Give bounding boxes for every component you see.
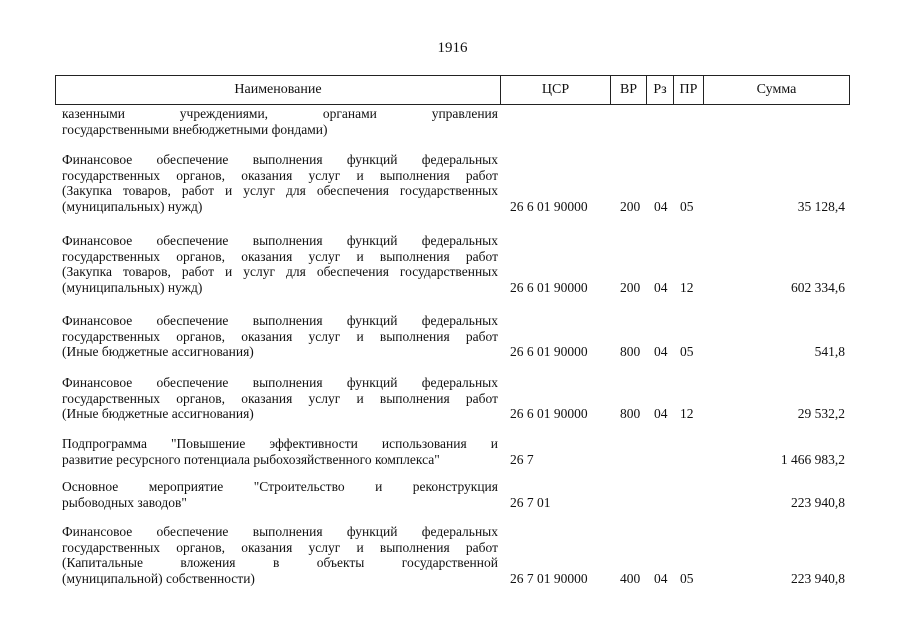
row-name-line: (Иные бюджетные ассигнования) xyxy=(62,344,254,360)
table-row xyxy=(0,152,905,214)
row-name xyxy=(62,479,498,510)
row-name xyxy=(62,233,498,295)
table-row xyxy=(0,233,905,295)
row-csr: 26 7 xyxy=(510,451,534,467)
header-sum: Сумма xyxy=(703,76,850,104)
row-name-line: государственных органов, оказания услуг и выполнения работ xyxy=(62,539,498,555)
row-csr: 26 6 01 90000 xyxy=(510,198,588,214)
row-pr: 05 xyxy=(680,570,694,586)
row-name xyxy=(62,313,498,360)
row-pr: 12 xyxy=(680,279,694,295)
header-csr: ЦСР xyxy=(500,76,610,104)
header-name: Наименование xyxy=(55,76,500,104)
row-csr: 26 6 01 90000 xyxy=(510,406,588,422)
row-name-line: рыбоводных заводов" xyxy=(62,494,187,510)
row-name-line: государственных органов, оказания услуг и выполнения работ xyxy=(62,167,498,183)
row-sum: 223 940,8 xyxy=(791,570,845,586)
row-name-line: государственных органов, оказания услуг и выполнения работ xyxy=(62,328,498,344)
row-name-line: Финансовое обеспечение выполнения функций федеральных xyxy=(62,375,498,390)
table-row xyxy=(0,375,905,422)
row-name-line: Финансовое обеспечение выполнения функций федеральных xyxy=(62,313,498,328)
row-name-line: Финансовое обеспечение выполнения функций федеральных xyxy=(62,233,498,248)
row-vr: 400 xyxy=(620,570,641,586)
row-name-line: казенными учреждениями, органами управления xyxy=(62,106,498,121)
row-rz: 04 xyxy=(654,198,668,214)
row-name-line: (Закупка товаров, работ и услуг для обеспечения государственных xyxy=(62,264,498,280)
row-csr: 26 6 01 90000 xyxy=(510,344,588,360)
row-name-line: (муниципальной) собственности) xyxy=(62,570,255,586)
header-pr: ПР xyxy=(673,76,703,104)
row-name-line: Основное мероприятие "Строительство и реконструкция xyxy=(62,479,498,494)
row-name-line: (Капитальные вложения в объекты государственной xyxy=(62,555,498,571)
header-vr: ВР xyxy=(610,76,646,104)
table-row xyxy=(0,436,905,467)
header-rz: Рз xyxy=(646,76,673,104)
page-number: 1916 xyxy=(437,40,468,56)
row-name xyxy=(62,106,498,137)
row-name-line: государственных органов, оказания услуг и выполнения работ xyxy=(62,248,498,264)
row-name-line: Подпрограмма "Повышение эффективности использования и xyxy=(62,436,498,451)
row-name-line: государственными внебюджетными фондами) xyxy=(62,121,328,137)
row-name-line: (Иные бюджетные ассигнования) xyxy=(62,406,254,422)
table-row xyxy=(0,524,905,586)
row-name xyxy=(62,375,498,422)
row-name xyxy=(62,436,498,467)
row-sum: 29 532,2 xyxy=(797,406,845,422)
row-rz: 04 xyxy=(654,344,668,360)
row-pr: 05 xyxy=(680,344,694,360)
row-rz: 04 xyxy=(654,279,668,295)
row-rz: 04 xyxy=(654,406,668,422)
row-name xyxy=(62,152,498,214)
row-name-line: (муниципальных) нужд) xyxy=(62,198,203,214)
table-header-bottom-border xyxy=(55,104,850,105)
row-name-line: (Закупка товаров, работ и услуг для обеспечения государственных xyxy=(62,183,498,199)
row-name-line: государственных органов, оказания услуг и выполнения работ xyxy=(62,390,498,406)
row-name-line: Финансовое обеспечение выполнения функций федеральных xyxy=(62,524,498,539)
table-row xyxy=(0,313,905,360)
row-sum: 1 466 983,2 xyxy=(780,451,845,467)
row-csr: 26 6 01 90000 xyxy=(510,279,588,295)
row-vr: 800 xyxy=(620,344,641,360)
row-sum: 541,8 xyxy=(814,344,845,360)
row-csr: 26 7 01 xyxy=(510,494,551,510)
row-sum: 223 940,8 xyxy=(791,494,845,510)
table-row xyxy=(0,479,905,510)
row-sum: 35 128,4 xyxy=(797,198,845,214)
row-name-line: развитие ресурсного потенциала рыбохозяйственного комплекса" xyxy=(62,451,440,467)
table-row xyxy=(0,106,905,137)
row-csr: 26 7 01 90000 xyxy=(510,570,588,586)
table-header xyxy=(55,76,850,104)
row-name xyxy=(62,524,498,586)
row-pr: 12 xyxy=(680,406,694,422)
row-rz: 04 xyxy=(654,570,668,586)
row-sum: 602 334,6 xyxy=(791,279,845,295)
row-name-line: (муниципальных) нужд) xyxy=(62,279,203,295)
row-vr: 200 xyxy=(620,279,641,295)
row-pr: 05 xyxy=(680,198,694,214)
row-name-line: Финансовое обеспечение выполнения функций федеральных xyxy=(62,152,498,167)
row-vr: 800 xyxy=(620,406,641,422)
row-vr: 200 xyxy=(620,198,641,214)
